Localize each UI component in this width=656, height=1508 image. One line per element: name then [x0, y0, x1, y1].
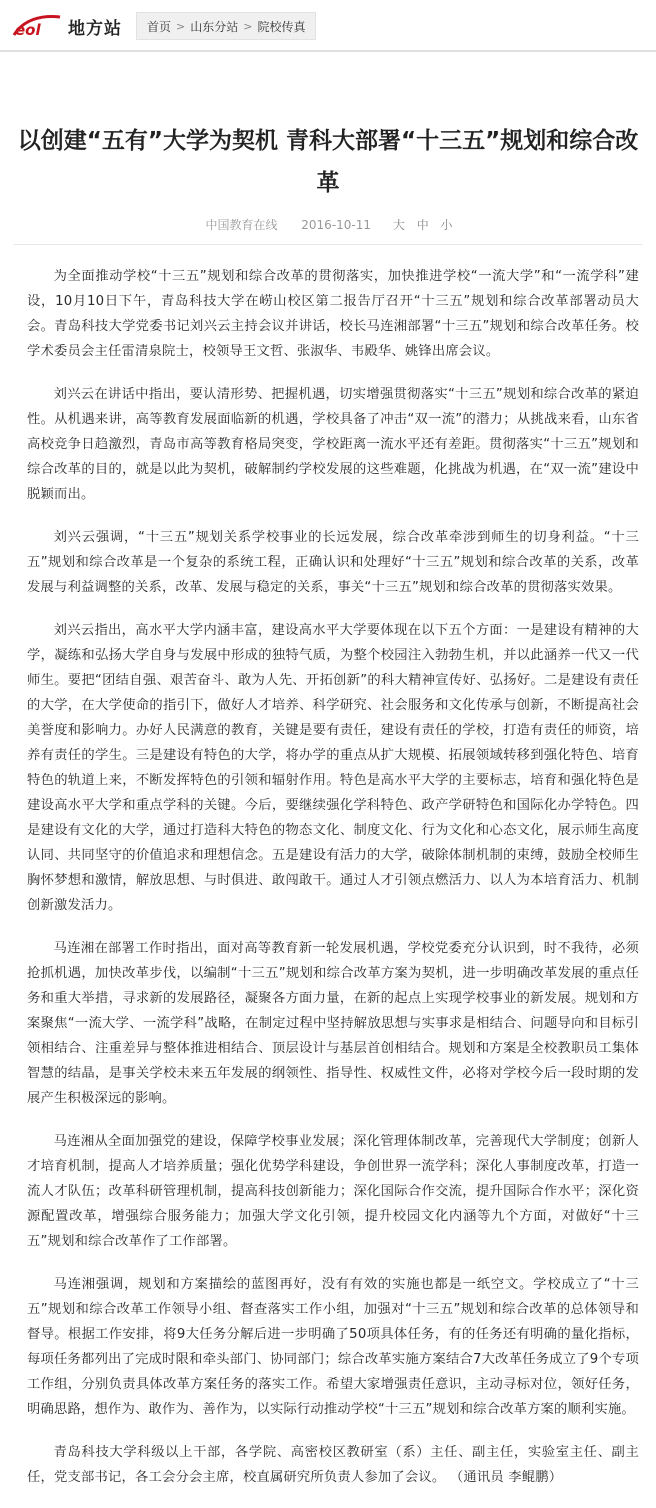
article-paragraph: 青岛科技大学科级以上干部，各学院、高密校区教研室（系）主任、副主任，实验室主任、副主任，党支部书记，各工会分会主席，校直属研究所负责人参加了会议。 （通讯员 李鲲鹏） [27, 1445, 639, 1485]
breadcrumb-shandong[interactable]: 山东分站 [190, 19, 239, 34]
eol-logo-icon [12, 13, 62, 39]
breadcrumb [136, 12, 316, 40]
divider [14, 244, 642, 245]
article-body [27, 264, 639, 1508]
font-size-small-link[interactable]: 小 [440, 218, 453, 232]
article-paragraph: 刘兴云强调，“十三五”规划关系学校事业的长远发展，综合改革牵涉到师生的切身利益。“十三五”规划和综合改革是一个复杂的系统工程，正确认识和处理好“十三五”规划和综合改革的关系，改革发展与利益调整的关系，改革、发展与稳定的关系，事关“十三五”规划和综合改革的贯彻落实效果。 [27, 530, 639, 595]
article-paragraph: 马连湘在部署工作时指出，面对高等教育新一轮发展机遇，学校党委充分认识到，时不我待，必须抢抓机遇，加快改革步伐，以编制“十三五”规划和综合改革方案为契机，进一步明确改革发展的重点任务和重大举措，寻求新的发展路径，凝聚各方面力量，在新的起点上实现学校事业的新发展。规划和方案聚焦“一流大学、一流学科”战略，在制定过程中坚持解放思想与实事求是相结合、问题导向和目标引领相结合、注重差异与整体推进相结合、顶层设计与基层首创相结合。规划和方案是全校教职员工集体智慧的结晶，是事关学校未来五年发展的纲领性、指导性、权威性文件，必将对学校今后一段时期的发展产生积极深远的影响。 [27, 941, 639, 1106]
font-size-medium-link[interactable]: 中 [416, 218, 429, 232]
article-date: 2016-10-11 [301, 218, 372, 232]
breadcrumb-college-news[interactable]: 院校传真 [257, 19, 306, 34]
font-size-large-link[interactable]: 大 [392, 218, 405, 232]
svg-text:eol: eol [15, 21, 41, 39]
chevron-right-icon: > [176, 19, 186, 33]
article-source: 中国教育在线 [205, 218, 278, 232]
article-paragraph: 马连湘强调，规划和方案描绘的蓝图再好，没有有效的实施也都是一纸空文。学校成立了“十三五”规划和综合改革工作领导小组、督查落实工作小组，加强对“十三五”规划和综合改革的总体领导和督导。根据工作安排，将9大任务分解后进一步明确了50项具体任务，有的任务还有明确的量化指标，每项任务都列出了完成时限和牵头部门、协同部门；综合改革实施方案结合7大改革任务成立了9个专项工作组，分别负责具体改革方案任务的落实工作。希望大家增强责任意识，主动寻标对位，领好任务，明确思路，想作为、敢作为、善作为，以实际行动推动学校“十三五”规划和综合改革方案的顺利实施。 [27, 1277, 639, 1417]
article-paragraph: 刘兴云在讲话中指出，要认清形势、把握机遇，切实增强贯彻落实“十三五”规划和综合改革的紧迫性。从机遇来讲，高等教育发展面临新的机遇，学校具备了冲击“双一流”的潜力；从挑战来看，山东省高校竞争日趋激烈，青岛市高等教育格局突变，学校距离一流水平还有差距。贯彻落实“十三五”规划和综合改革的目的，就是以此为契机，破解制约学校发展的这些难题，化挑战为机遇，在“双一流”建设中脱颖而出。 [27, 387, 639, 502]
breadcrumb-home[interactable]: 首页 [147, 19, 172, 34]
top-bar [0, 0, 656, 52]
article-paragraph: 为全面推动学校“十三五”规划和综合改革的贯彻落实，加快推进学校“一流大学”和“一流学科”建设，10月10日下午，青岛科技大学在崂山校区第二报告厅召开“十三五”规划和综合改革部署动员大会。青岛科技大学党委书记刘兴云主持会议并讲话，校长马连湘部署“十三五”规划和综合改革任务。校学术委员会主任雷清泉院士，校领导王文哲、张淑华、韦殿华、姚锋出席会议。 [27, 269, 639, 359]
article-paragraph: 马连湘从全面加强党的建设，保障学校事业发展；深化管理体制改革，完善现代大学制度；创新人才培育机制，提高人才培养质量；强化优势学科建设，争创世界一流学科；深化人事制度改革，打造一流人才队伍；改革科研管理机制，提高科技创新能力；深化国际合作交流，提升国际合作水平；深化资源配置改革，增强综合服务能力；加强大学文化引领，提升校园文化内涵等九个方面，对做好“十三五”规划和综合改革作了工作部署。 [27, 1134, 639, 1249]
chevron-right-icon: > [243, 19, 253, 33]
article-paragraph: 刘兴云指出，高水平大学内涵丰富，建设高水平大学要体现在以下五个方面：一是建设有精神的大学，凝练和弘扬大学自身与发展中形成的独特气质，为整个校园注入勃勃生机，并以此涵养一代又一代师生。要把“团结自强、艰苦奋斗、敢为人先、开拓创新”的科大精神宣传好、弘扬好。二是建设有责任的大学，在大学使命的指引下，做好人才培养、科学研究、社会服务和文化传承与创新，不断提高社会美誉度和影响力。办好人民满意的教育，关键是要有责任，建设有责任的学校，打造有责任的师资，培养有责任的学生。三是建设有特色的大学，将办学的重点从扩大规模、拓展领域转移到强化特色、培育特色的轨道上来，不断发挥特色的引领和辐射作用。特色是高水平大学的主要标志，培育和强化特色是建设高水平大学和重点学科的关键。今后，要继续强化学科特色、政产学研特色和国际化办学特色。四是建设有文化的大学，通过打造科大特色的物态文化、制度文化、行为文化和心态文化，展示师生高度认同、共同坚守的价值追求和理想信念。五是建设有活力的大学，破除体制机制的束缚，鼓励全校师生胸怀梦想和激情，解放思想、与时俱进、敢闯敢干。通过人才引领点燃活力、以人为本培育活力、机制创新激发活力。 [27, 623, 639, 913]
site-logo[interactable] [12, 12, 122, 40]
article-title: 以创建“五有”大学为契机 青科大部署“十三五”规划和综合改革 [17, 128, 639, 196]
logo-text: 地方站 [68, 18, 122, 39]
article-meta [0, 216, 656, 233]
